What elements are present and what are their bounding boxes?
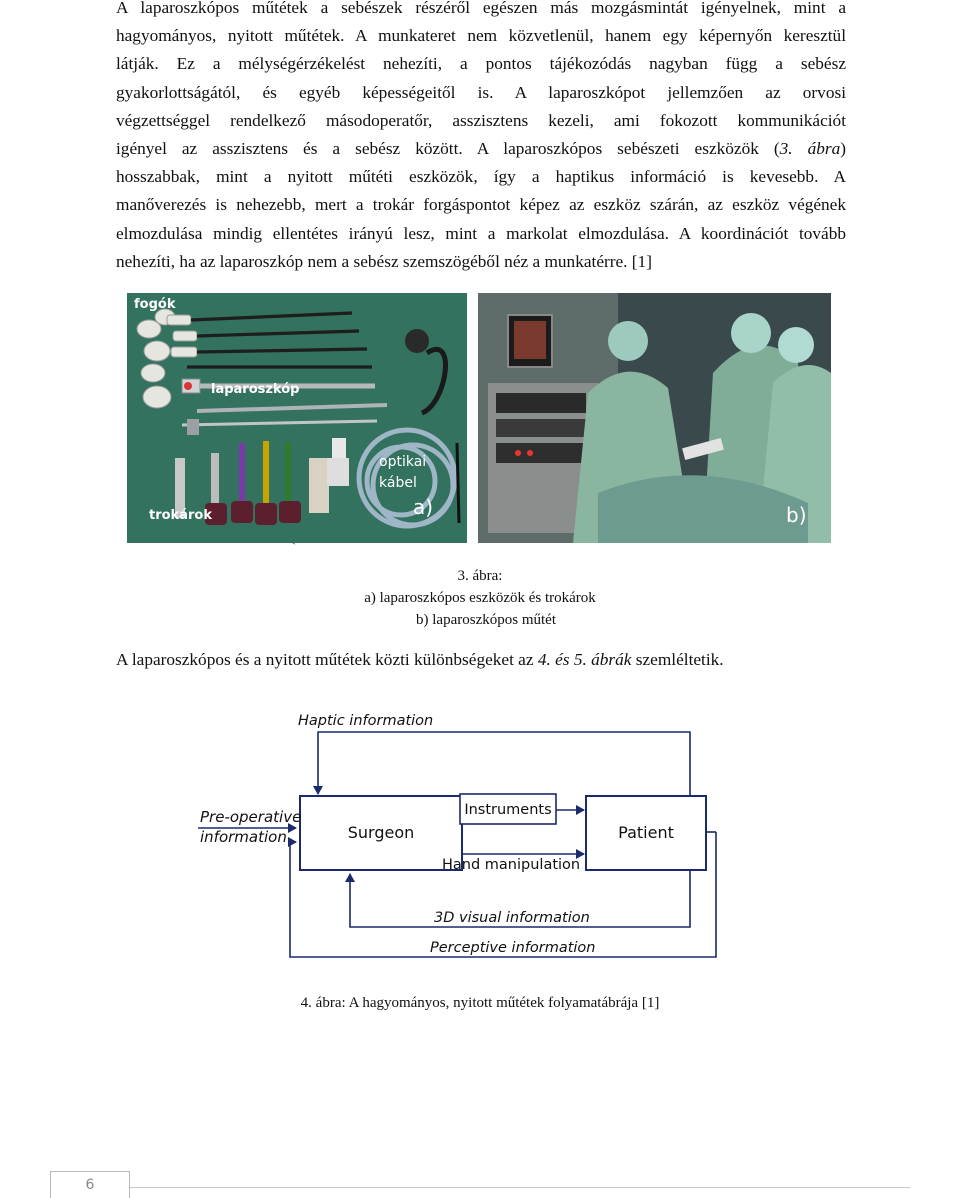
- caption-title: 3. ábra:: [457, 568, 503, 584]
- figure-reference: 4. és 5. ábrák: [537, 650, 632, 669]
- label-haptic: Haptic information: [298, 713, 434, 729]
- text-line: látják. Ez a mélységérzékelést nehezíti, a pontos tájékozódás nagyban függ a sebész: [116, 54, 846, 74]
- label-instruments: Instruments: [464, 802, 552, 818]
- footer-rule: [50, 1187, 910, 1188]
- label-hand: Hand manipulation: [442, 857, 581, 873]
- text-line: gyakorlottságától, és egyéb képességeitől is. A laparoszkópot jellemzően az orvosi: [116, 82, 846, 102]
- surgery-illustration: [478, 293, 831, 543]
- label-patient: Patient: [618, 823, 674, 842]
- label-optikai: optikai: [379, 454, 427, 470]
- caption-line-b: b) laparoszkópos műtét: [416, 612, 556, 628]
- haptic-arrow: [318, 732, 690, 800]
- label-surgeon: Surgeon: [347, 823, 415, 842]
- label-preop-1: Pre-operative: [200, 808, 302, 826]
- photo-laparoscopic-instruments: [127, 293, 467, 543]
- text-segment: szemléltetik.: [631, 650, 724, 669]
- label-b: b): [786, 503, 807, 527]
- body-paragraph-2: [116, 646, 846, 674]
- label-visual: 3D visual information: [434, 910, 590, 926]
- figure-3-caption: [0, 565, 960, 631]
- text-line: A laparoszkópos műtétek a sebészek részéről egészen más mozgásmintát igényelnek, mint a: [116, 0, 846, 17]
- label-fogok: fogók: [134, 297, 176, 312]
- text-segment: ): [840, 139, 846, 159]
- label-perceptive: Perceptive information: [430, 940, 596, 956]
- photo-laparoscopic-surgery: [478, 293, 831, 543]
- figure-4-caption: 4. ábra: A hagyományos, nyitott műtétek folyamatábrája [1]: [300, 995, 660, 1011]
- figure-reference: 3. ábra: [779, 139, 841, 159]
- flow-diagram: [190, 702, 750, 964]
- page-number: 6: [50, 1171, 130, 1198]
- text-segment: igényel az asszisztens és a sebész között. A laparoszkópos sebészeti eszközök (: [116, 139, 780, 159]
- label-a: a): [413, 495, 434, 519]
- text-line-with-ref: [116, 135, 846, 163]
- caption-line-a: a) laparoszkópos eszközök és trokárok: [364, 590, 596, 606]
- stray-mark: `: [292, 540, 296, 554]
- text-line: hosszabbak, mint a nyitott műtéti eszközök, így a haptikus információ is kevesebb. A: [116, 167, 846, 187]
- label-preop-2: information: [200, 828, 287, 846]
- text-line: végzettséggel rendelkező másodoperatőr, asszisztens kezeli, ami fokozott kommunikációt: [116, 110, 846, 130]
- label-trokarok: trokárok: [149, 508, 212, 523]
- label-kabel: kábel: [379, 475, 417, 491]
- text-segment: A laparoszkópos és a nyitott műtétek közti különbségeket az: [116, 650, 538, 669]
- text-line: manőverezés is nehezebb, mert a trokár forgáspontot képez az eszköz szárán, az eszköz végének: [116, 195, 846, 215]
- text-line: elmozdulása mindig ellentétes irányú lesz, mint a markolat elmozdulása. A koordinációt tovább: [116, 223, 846, 243]
- body-paragraph: [116, 0, 846, 276]
- label-laparoszkop: laparoszkóp: [211, 382, 300, 397]
- text-line: nehezíti, ha az laparoszkóp nem a sebész szemszögéből néz a munkatérre. [1]: [116, 251, 652, 271]
- text-line: hagyományos, nyitott műtétek. A munkateret nem közvetlenül, hanem egy képernyőn keresztül: [116, 26, 846, 46]
